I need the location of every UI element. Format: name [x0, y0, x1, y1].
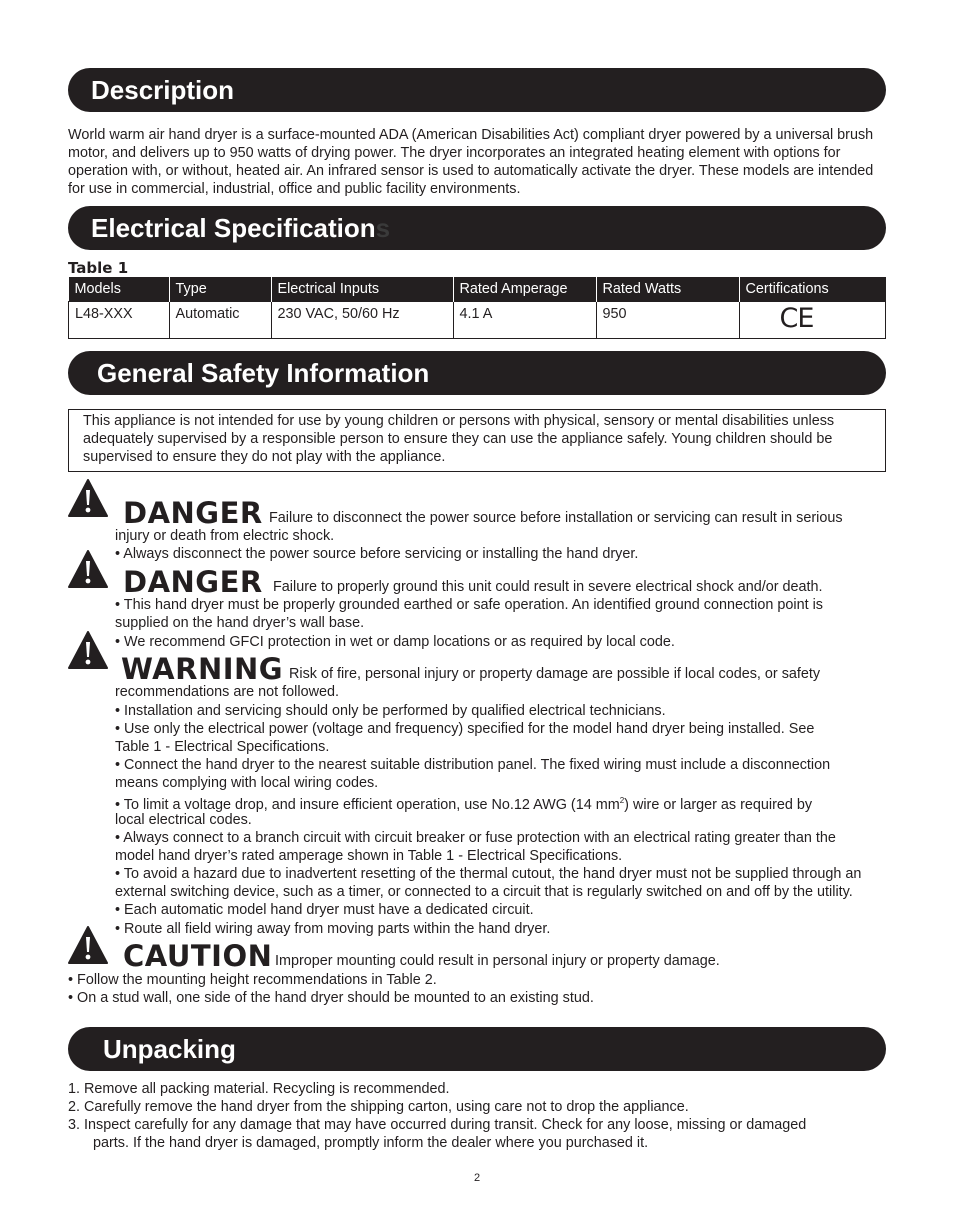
unpacking-heading [68, 1027, 886, 1071]
table-cell: Automatic [169, 302, 271, 339]
caution-text: Improper mounting could result in personal injury or property damage. [275, 953, 720, 969]
warning-triangle-icon [68, 631, 108, 669]
table-header: Models [69, 277, 170, 302]
table-row [69, 302, 886, 339]
table-header-row [69, 277, 886, 302]
danger-label: DANGER [123, 496, 263, 530]
bullet-item: • On a stud wall, one side of the hand dryer should be mounted to an existing stud. [68, 990, 594, 1006]
description-heading [68, 68, 886, 112]
table-cell: 4.1 A [453, 302, 596, 339]
danger-label: DANGER [123, 565, 263, 599]
danger-text: Failure to disconnect the power source before installation or servicing can result in serious [269, 510, 843, 526]
danger-text: Failure to properly ground this unit could result in severe electrical shock and/or death. [273, 579, 823, 595]
bullet-item: • Each automatic model hand dryer must have a dedicated circuit. [115, 902, 534, 918]
warning-text: recommendations are not followed. [115, 684, 339, 700]
bullet-item: means complying with local wiring codes. [115, 775, 379, 791]
table-header: Type [169, 277, 271, 302]
bullet-item: model hand dryer’s rated amperage shown in Table 1 - Electrical Specifications. [115, 848, 623, 864]
table-header: Certifications [739, 277, 886, 302]
bullet-item: • Always disconnect the power source before servicing or installing the hand dryer. [115, 546, 639, 562]
warning-text: Risk of fire, personal injury or property damage are possible if local codes, or safety [289, 666, 821, 682]
description-text: World warm air hand dryer is a surface-mounted ADA (American Disabilities Act) compliant dryer powered by a universal brush motor, and delivers up to 950 watts of drying power. The dryer incorporates an integrated heating element with options for operation with, or without, heated air. An infrared sensor is used to automatically activate the dryer. These models are intended for use in commercial, industrial, office and public facility environments. [68, 127, 874, 197]
table-header: Rated Amperage [453, 277, 596, 302]
bullet-item: external switching device, such as a timer, or connected to a circuit that is regularly switched on and off by the utility. [115, 884, 853, 900]
ce-mark-icon: CE [739, 302, 886, 339]
bullet-item: • This hand dryer must be properly grounded earthed or safe operation. An identified ground connection point is [115, 597, 823, 613]
warning-triangle-icon [68, 550, 108, 588]
table-header: Rated Watts [596, 277, 739, 302]
list-item: 1. Remove all packing material. Recycling is recommended. [68, 1081, 450, 1097]
bullet-item: • Connect the hand dryer to the nearest suitable distribution panel. The fixed wiring must include a disconnection [115, 757, 831, 773]
table-caption: Table 1 [68, 259, 129, 277]
table-cell: L48-XXX [69, 302, 170, 339]
safety-notice-box [68, 409, 886, 472]
unpacking-title: Unpacking [103, 1034, 236, 1064]
safety-notice-text: This appliance is not intended for use by young children or persons with physical, sensory or mental disabilities unless adequately supervised by a responsible person to ensure they can use the appliance safely. Young children should be supervised to ensure they do not play with the appliance. [83, 413, 835, 465]
electrical-spec-table [68, 277, 886, 339]
bullet-text: • To limit a voltage drop, and insure efficient operation, use No.12 AWG (14 mm [115, 796, 620, 813]
electrical-title-tail: s [375, 213, 391, 243]
safety-heading [68, 351, 886, 395]
bullet-item: • Follow the mounting height recommendations in Table 2. [68, 972, 437, 988]
table-cell: 950 [596, 302, 739, 339]
bullet-item: • Installation and servicing should only be performed by qualified electrical technicians. [115, 703, 666, 719]
warning-label: WARNING [121, 652, 284, 686]
bullet-item: • Route all field wiring away from moving parts within the hand dryer. [115, 921, 551, 937]
warning-triangle-icon [68, 479, 108, 517]
safety-title: General Safety Information [97, 358, 430, 388]
bullet-item: local electrical codes. [115, 812, 252, 828]
bullet-item: • Use only the electrical power (voltage and frequency) specified for the model hand dryer being installed. See [115, 721, 815, 737]
superscript: 2 [619, 796, 625, 805]
list-item: parts. If the hand dryer is damaged, promptly inform the dealer where you purchased it. [93, 1135, 649, 1151]
description-title: Description [91, 75, 235, 105]
page-number: 2 [473, 1172, 481, 1184]
list-item: 2. Carefully remove the hand dryer from the shipping carton, using care not to drop the appliance. [68, 1099, 689, 1115]
table-header: Electrical Inputs [271, 277, 453, 302]
bullet-item: • To avoid a hazard due to inadvertent resetting of the thermal cutout, the hand dryer must not be supplied through an [115, 866, 862, 882]
table-cell: 230 VAC, 50/60 Hz [271, 302, 453, 339]
bullet-text: ) wire or larger as required by [624, 796, 813, 813]
bullet-item: Table 1 - Electrical Specifications. [115, 739, 330, 755]
danger-text: injury or death from electric shock. [115, 528, 335, 544]
bullet-item: • Always connect to a branch circuit with circuit breaker or fuse protection with an electrical rating greater than the [115, 830, 836, 846]
electrical-title: Electrical Specification [91, 213, 376, 243]
caution-label: CAUTION [123, 939, 273, 973]
electrical-heading [68, 206, 886, 250]
warning-triangle-icon [68, 926, 108, 964]
list-item: 3. Inspect carefully for any damage that may have occurred during transit. Check for any loose, missing or damaged [68, 1117, 807, 1133]
bullet-item: • We recommend GFCI protection in wet or damp locations or as required by local code. [115, 634, 675, 650]
bullet-item: supplied on the hand dryer’s wall base. [115, 615, 365, 631]
